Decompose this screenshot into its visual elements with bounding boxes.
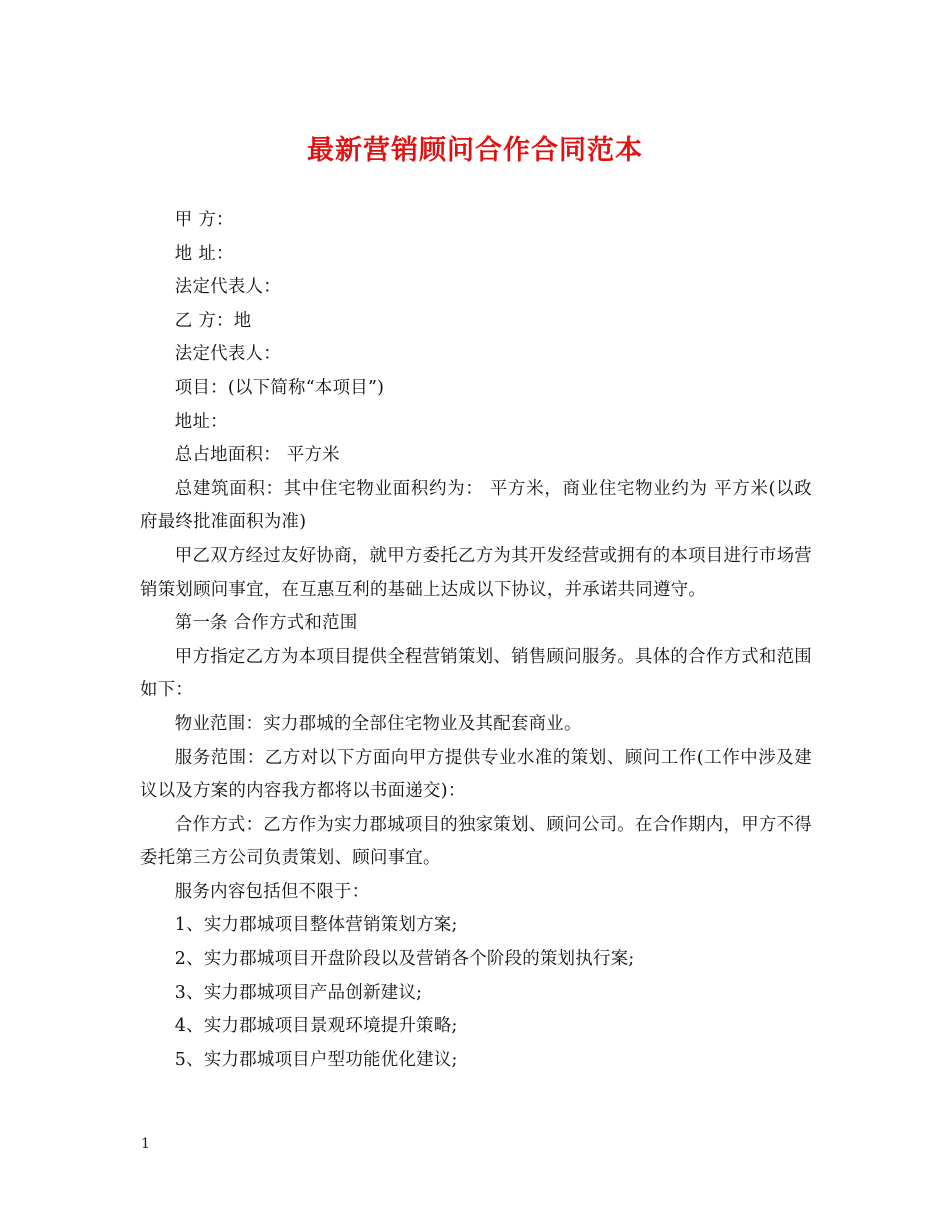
list-item: 1、实力郡城项目整体营销策划方案; — [174, 915, 458, 936]
property-scope-paragraph: 物业范围：实力郡城的全部住宅物业及其配套商业。 — [174, 713, 582, 734]
project-address-line: 地址： — [174, 411, 228, 432]
page-number: 1 — [141, 1136, 150, 1152]
service-scope-paragraph: 服务范围：乙方对以下方面向甲方提供专业水准的策划、顾问工作(工作中涉及建议以及方案的内容我方都将以书面递交)： — [140, 747, 812, 802]
party-b-line: 乙 方：地 — [174, 310, 252, 331]
party-a-address-line: 地 址： — [174, 243, 234, 264]
party-a-line: 甲 方： — [174, 210, 234, 230]
list-item: 5、实力郡城项目户型功能优化建议; — [174, 1049, 458, 1070]
list-item: 2、实力郡城项目开盘阶段以及营销各个阶段的策划执行案; — [174, 949, 635, 970]
document-title: 最新营销顾问合作合同范本 — [307, 135, 643, 166]
party-b-legal-rep-line: 法定代表人： — [174, 344, 281, 365]
total-land-area-line: 总占地面积： 平方米 — [174, 445, 340, 466]
list-item: 3、实力郡城项目产品创新建议; — [174, 982, 423, 1003]
cooperation-method-paragraph: 合作方式：乙方作为实力郡城项目的独家策划、顾问公司。在合作期内，甲方不得委托第三方公司负责策划、顾问事宜。 — [140, 814, 812, 869]
article-one-heading: 第一条 合作方式和范围 — [174, 613, 358, 634]
document-body — [140, 204, 812, 1077]
party-a-legal-rep-line: 法定代表人： — [174, 277, 281, 298]
service-content-heading: 服务内容包括但不限于： — [174, 881, 370, 902]
agreement-intro-paragraph: 甲乙双方经过友好协商，就甲方委托乙方为其开发经营或拥有的本项目进行市场营销策划顾问事宜，在互惠互利的基础上达成以下协议，并承诺共同遵守。 — [140, 545, 812, 600]
total-building-area-paragraph: 总建筑面积：其中住宅物业面积约为： 平方米，商业住宅物业约为 平方米(以政府最终批准面积为准) — [140, 478, 812, 533]
list-item: 4、实力郡城项目景观环境提升策略; — [174, 1016, 458, 1037]
project-line: 项目：(以下简称“本项目”) — [174, 377, 385, 398]
cooperation-scope-paragraph: 甲方指定乙方为本项目提供全程营销策划、销售顾问服务。具体的合作方式和范围如下： — [140, 646, 812, 701]
